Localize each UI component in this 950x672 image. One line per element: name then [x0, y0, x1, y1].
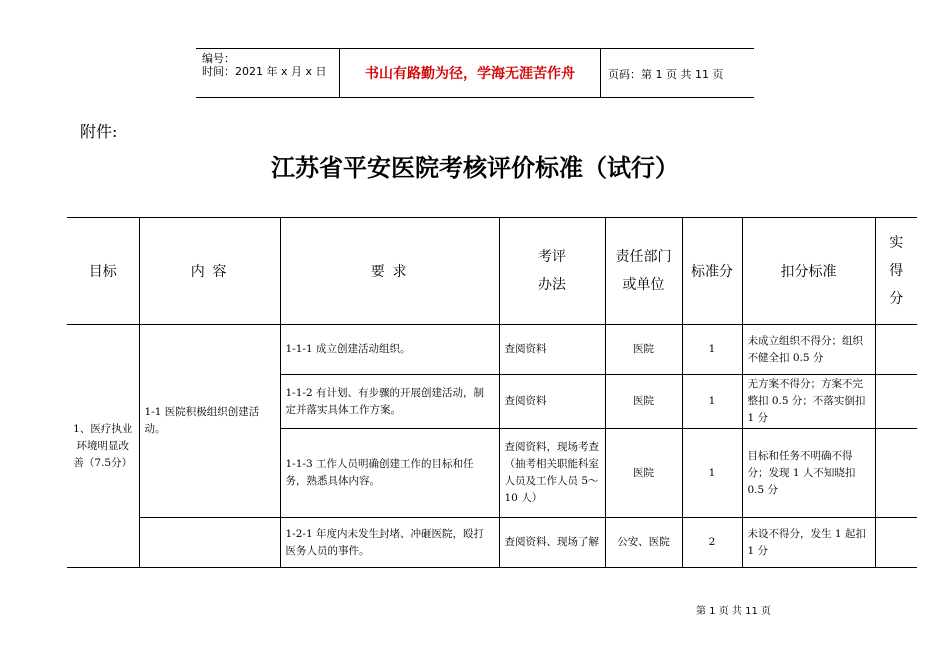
table-header-row [67, 218, 917, 325]
target-cell: 1、医疗执业环境明显改善（7.5分） [67, 325, 139, 568]
actual-score-cell [875, 375, 917, 429]
page-header [196, 48, 754, 98]
page-footer: 第 1 页 共 11 页 [696, 606, 771, 617]
score-cell: 1 [682, 429, 742, 518]
requirement-cell: 1-1-2 有计划、有步骤的开展创建活动，制定并落实具体工作方案。 [280, 375, 499, 429]
deduction-cell: 未成立组织不得分；组织不健全扣 0.5 分 [742, 325, 875, 375]
header-method [499, 218, 605, 325]
method-cell: 查阅资料，现场考查（抽考相关职能科室人员及工作人员 5～10 人） [499, 429, 605, 518]
deduction-cell: 无方案不得分；方案不完整扣 0.5 分；不落实倒扣 1 分 [742, 375, 875, 429]
header-dept-line1: 责任部门 [615, 249, 672, 265]
actual-score-cell [875, 518, 917, 568]
number-label: 编号： [202, 52, 235, 65]
dept-cell: 公安、医院 [605, 518, 682, 568]
document-title: 江苏省平安医院考核评价标准（试行） [271, 154, 679, 182]
date-label: 时间：2021 年 x 月 x 日 [202, 65, 327, 78]
header-dept-line2: 或单位 [622, 277, 665, 293]
header-actual-line3: 分 [889, 291, 904, 307]
dept-cell: 医院 [605, 325, 682, 375]
table-row [67, 518, 917, 568]
requirement-cell: 1-2-1 年度内未发生封堵、冲砸医院，殴打医务人员的事件。 [280, 518, 499, 568]
header-actual-line2: 得 [889, 263, 904, 279]
requirement-cell: 1-1-1 成立创建活动组织。 [280, 325, 499, 375]
method-cell: 查阅资料、现场了解 [499, 518, 605, 568]
score-cell: 1 [682, 325, 742, 375]
score-cell: 1 [682, 375, 742, 429]
dept-cell: 医院 [605, 429, 682, 518]
header-meta [202, 52, 327, 78]
attachment-label: 附件: [80, 122, 118, 141]
actual-score-cell [875, 429, 917, 518]
header-page-info: 页码：第 1 页 共 11 页 [608, 68, 724, 81]
requirement-cell: 1-1-3 工作人员明确创建工作的目标和任务，熟悉具体内容。 [280, 429, 499, 518]
header-requirement: 要 求 [280, 218, 499, 325]
header-deduction: 扣分标准 [742, 218, 875, 325]
header-method-line2: 办法 [538, 277, 566, 293]
header-dept [605, 218, 682, 325]
method-cell: 查阅资料 [499, 325, 605, 375]
header-motto: 书山有路勤为径，学海无涯苦作舟 [339, 49, 601, 97]
assessment-table [67, 217, 917, 568]
score-cell: 2 [682, 518, 742, 568]
header-method-line1: 考评 [538, 249, 566, 265]
dept-cell: 医院 [605, 375, 682, 429]
header-content: 内 容 [139, 218, 280, 325]
actual-score-cell [875, 325, 917, 375]
method-cell: 查阅资料 [499, 375, 605, 429]
deduction-cell: 未设不得分，发生 1 起扣 1 分 [742, 518, 875, 568]
header-actual-line1: 实 [889, 235, 904, 251]
content-cell-empty [139, 518, 280, 568]
content-cell: 1-1 医院积极组织创建活动。 [139, 325, 280, 518]
deduction-cell: 目标和任务不明确不得分；发现 1 人不知晓扣 0.5 分 [742, 429, 875, 518]
table-row [67, 325, 917, 375]
header-score: 标准分 [682, 218, 742, 325]
header-actual [875, 218, 917, 325]
header-target: 目标 [67, 218, 139, 325]
